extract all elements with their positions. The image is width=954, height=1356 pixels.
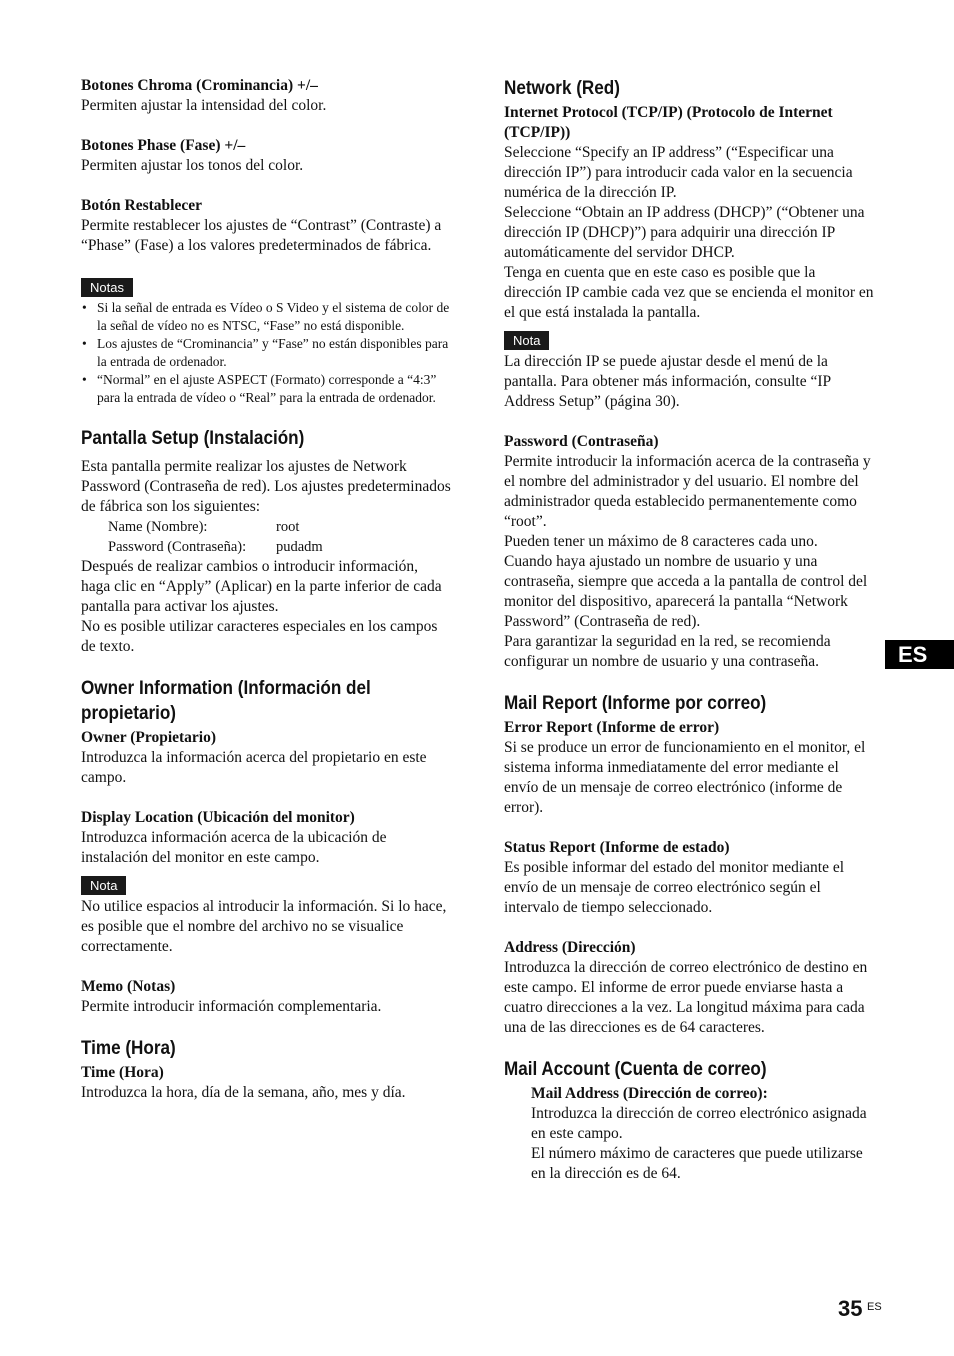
defaults-key: Password (Contraseña): <box>108 539 247 555</box>
note-item: • “Normal” en el ajuste ASPECT (Formato) corresponde a “4:3” para la entrada de vídeo o “Real” para la entrada de ordenador. <box>81 371 451 407</box>
notes-list <box>81 299 451 407</box>
time-text: Introduzca la hora, día de la semana, año, mes y día. <box>81 1084 406 1101</box>
tcpip-text-note: Tenga en cuenta que en este caso es posible que la dirección IP cambie cada vez que se encienda el monitor en el que está instalada la pantalla. <box>504 264 874 321</box>
password-text: Permite introducir la información acerca de la contraseña y el nombre del administrador y del usuario. El nombre del administrador queda establecido permanentemente como “root”. <box>504 453 871 530</box>
defaults-value: root <box>276 519 300 535</box>
phase-title: Botones Phase (Fase) +/– <box>81 137 246 154</box>
defaults-table <box>108 517 323 557</box>
defaults-value: pudadm <box>276 539 323 555</box>
mail-report-heading: Mail Report (Informe por correo) <box>504 693 767 714</box>
time-title: Time (Hora) <box>81 1064 164 1081</box>
mail-address-block <box>504 1084 874 1184</box>
error-report-text: Si se produce un error de funcionamiento en el monitor, el sistema informa inmediatamente del error mediante el envío de un mensaje de correo electrónico (informe de error). <box>504 739 866 816</box>
mail-address-text: Introduzca la dirección de correo electrónico asignada en este campo. <box>531 1105 867 1142</box>
right-column <box>504 76 874 1184</box>
nota-badge: Nota <box>504 331 549 350</box>
memo-title: Memo (Notas) <box>81 978 176 995</box>
network-heading: Network (Red) <box>504 78 620 99</box>
defaults-row <box>108 537 323 557</box>
owner-title: Owner (Propietario) <box>81 729 217 746</box>
nota-text: La dirección IP se puede ajustar desde el menú de la pantalla. Para obtener más información, consulte “IP Address Setup” (página 30). <box>504 353 831 410</box>
memo-text: Permite introducir información complementaria. <box>81 998 382 1015</box>
tcpip-text-dhcp: Seleccione “Obtain an IP address (DHCP)” (“Obtener una dirección IP (DHCP)”) para adquirir una dirección IP automáticamente del servidor DHCP. <box>504 204 865 261</box>
owner-heading: Owner Information (Información del propietario) <box>81 678 371 724</box>
address-text: Introduzca la dirección de correo electrónico de destino en este campo. El informe de error puede enviarse hasta a cuatro direcciones a la vez. La longitud máxima para cada una de las direcciones es de 64 caracteres. <box>504 959 868 1036</box>
setup-heading: Pantalla Setup (Instalación) <box>81 428 305 449</box>
page-number-suffix: ES <box>867 1301 882 1313</box>
location-title: Display Location (Ubicación del monitor) <box>81 809 355 826</box>
language-tab: ES <box>885 640 954 669</box>
note-item: • Si la señal de entrada es Vídeo o S Video y el sistema de color de la señal de vídeo no es NTSC, “Fase” no está disponible. <box>81 299 451 335</box>
nota-text: No utilice espacios al introducir la información. Si lo hace, es posible que el nombre del archivo no se visualice correctamente. <box>81 898 447 955</box>
status-report-text: Es posible informar del estado del monitor mediante el envío de un mensaje de correo electrónico según el intervalo de tiempo seleccionado. <box>504 859 845 916</box>
reset-title: Botón Restablecer <box>81 197 202 214</box>
setup-text-apply: Después de realizar cambios o introducir información, haga clic en “Apply” (Aplicar) en la parte inferior de cada pantalla para activar los ajustes. <box>81 558 442 615</box>
password-text-security: Para garantizar la seguridad en la red, se recomienda configurar un nombre de usuario y una contraseña. <box>504 633 831 670</box>
status-report-title: Status Report (Informe de estado) <box>504 839 730 856</box>
nota-badge: Nota <box>81 876 126 895</box>
defaults-row <box>108 517 323 537</box>
chroma-text: Permiten ajustar la intensidad del color. <box>81 97 327 114</box>
tcpip-title: Internet Protocol (TCP/IP) (Protocolo de Internet (TCP/IP)) <box>504 104 833 141</box>
left-column <box>81 76 451 1103</box>
defaults-key: Name (Nombre): <box>108 519 208 535</box>
owner-text: Introduzca la información acerca del propietario en este campo. <box>81 749 427 786</box>
password-text-max: Pueden tener un máximo de 8 caracteres cada uno. <box>504 533 818 550</box>
notes-badge: Notas <box>81 278 133 297</box>
error-report-title: Error Report (Informe de error) <box>504 719 720 736</box>
mail-address-title: Mail Address (Dirección de correo): <box>531 1085 768 1102</box>
page-number: 35 <box>838 1296 863 1321</box>
password-title: Password (Contraseña) <box>504 433 659 450</box>
mail-address-text-max: El número máximo de caracteres que puede utilizarse en la dirección es de 64. <box>531 1145 863 1182</box>
reset-text: Permite restablecer los ajustes de “Contrast” (Contraste) a “Phase” (Fase) a los valores predeterminados de fábrica. <box>81 217 442 254</box>
time-heading: Time (Hora) <box>81 1038 176 1059</box>
note-item: • Los ajustes de “Crominancia” y “Fase” no están disponibles para la entrada de ordenador. <box>81 335 451 371</box>
chroma-title: Botones Chroma (Crominancia) +/– <box>81 77 318 94</box>
phase-text: Permiten ajustar los tonos del color. <box>81 157 304 174</box>
tcpip-text: Seleccione “Specify an IP address” (“Especificar una dirección IP”) para introducir cada valor en la secuencia numérica de la dirección IP. <box>504 144 853 201</box>
mail-account-heading: Mail Account (Cuenta de correo) <box>504 1059 767 1080</box>
password-text-access: Cuando haya ajustado un nombre de usuario y una contraseña, siempre que acceda a la pantalla de control del monitor del dispositivo, aparecerá la pantalla “Network Password” (Contraseña de red). <box>504 553 868 630</box>
setup-text: Esta pantalla permite realizar los ajustes de Network Password (Contraseña de red). Los ajustes predeterminados de fábrica son los siguientes: <box>81 458 451 515</box>
location-text: Introduzca información acerca de la ubicación de instalación del monitor en este campo. <box>81 829 387 866</box>
address-title: Address (Dirección) <box>504 939 636 956</box>
setup-text-chars: No es posible utilizar caracteres especiales en los campos de texto. <box>81 618 438 655</box>
